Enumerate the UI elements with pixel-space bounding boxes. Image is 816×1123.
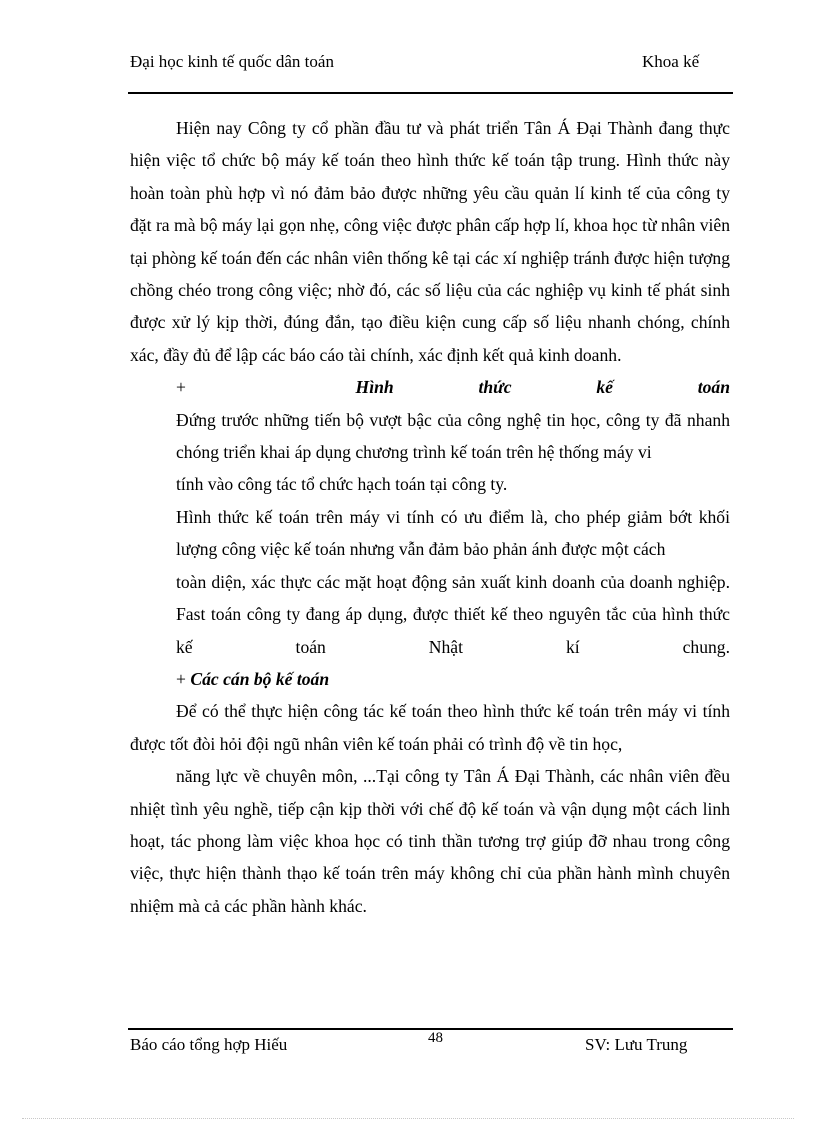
paragraph-3a: Hình thức kế toán trên máy vi tính có ưu điểm là, cho phép giảm bớt khối lượng công việc kế toán nhưng vẫn đảm bảo phản ánh được một cách (176, 506, 730, 560)
heading-can-bo (130, 663, 730, 695)
page-edge-dots (22, 1118, 794, 1119)
paragraph-4a: Để có thể thực hiện công tác kế toán theo hình thức kế toán trên máy vi tính được tốt đòi hỏi đội ngũ nhân viên kế toán phải có trình độ về tin học, (130, 701, 730, 754)
header-left: Đại học kinh tế quốc dân toán (130, 52, 334, 71)
header-right: Khoa kế (642, 52, 700, 71)
paragraph-1: Hiện nay Công ty cổ phần đầu tư và phát triển Tân Á Đại Thành đang thực hiện việc tổ chức bộ máy kế toán theo hình thức kế toán tập trung. Hình thức này hoàn toàn phù hợp vì nó đảm bảo được những yêu cầu quản lí kinh tế của công ty đặt ra mà bộ máy lại gọn nhẹ, công việc được phân cấp hợp lí, khoa học từ nhân viên tại phòng kế toán đến các nhân viên thống kê tại các xí nghiệp tránh được hiện tượng chồng chéo trong công việc; nhờ đó, các số liệu của các nghiệp vụ kinh tế phát sinh được xử lý kịp thời, đúng đắn, tạo điều kiện cung cấp số liệu nhanh chóng, chính xác, đầy đủ để lập các báo cáo tài chính, xác định kết quả kinh doanh. (130, 118, 730, 365)
paragraph-3b: toàn diện, xác thực các mặt hoạt động sản xuất kinh doanh của doanh nghiệp. Fast toán công ty đang áp dụng, được thiết kế theo nguyên tắc của hình thức kế toán Nhật kí chung. (176, 571, 730, 657)
footer-right: SV: Lưu Trung (585, 1035, 688, 1054)
footer-left: Báo cáo tổng hợp Hiếu (130, 1035, 288, 1054)
heading-hinh-thuc (130, 371, 730, 403)
paragraph-4b: năng lực về chuyên môn, ...Tại công ty Tân Á Đại Thành, các nhân viên đều nhiệt tình yêu nghề, tiếp cận kịp thời với chế độ kế toán và vận dụng một cách linh hoạt, tác phong làm việc khoa học có tinh thần tương trợ giúp đỡ nhau trong công việc, thực hiện thành thạo kế toán trên máy không chỉ của phần hành mình chuyên nhiệm mà cả các phần hành khác. (130, 766, 730, 916)
heading-plus: + (176, 668, 186, 689)
header-rule (128, 92, 733, 94)
heading-plus: + (176, 377, 186, 398)
page-number: 48 (428, 1030, 443, 1046)
heading-title: Hình thức kế toán (355, 377, 730, 398)
paragraph-2b: tính vào công tác tổ chức hạch toán tại công ty. (176, 474, 508, 495)
document-body (130, 112, 730, 922)
heading-title: Các cán bộ kế toán (190, 668, 330, 689)
paragraph-2a: Đứng trước những tiến bộ vượt bậc của công nghệ tin học, công ty đã nhanh chóng triển khai áp dụng chương trình kế toán trên hệ thống máy vi (176, 409, 730, 463)
